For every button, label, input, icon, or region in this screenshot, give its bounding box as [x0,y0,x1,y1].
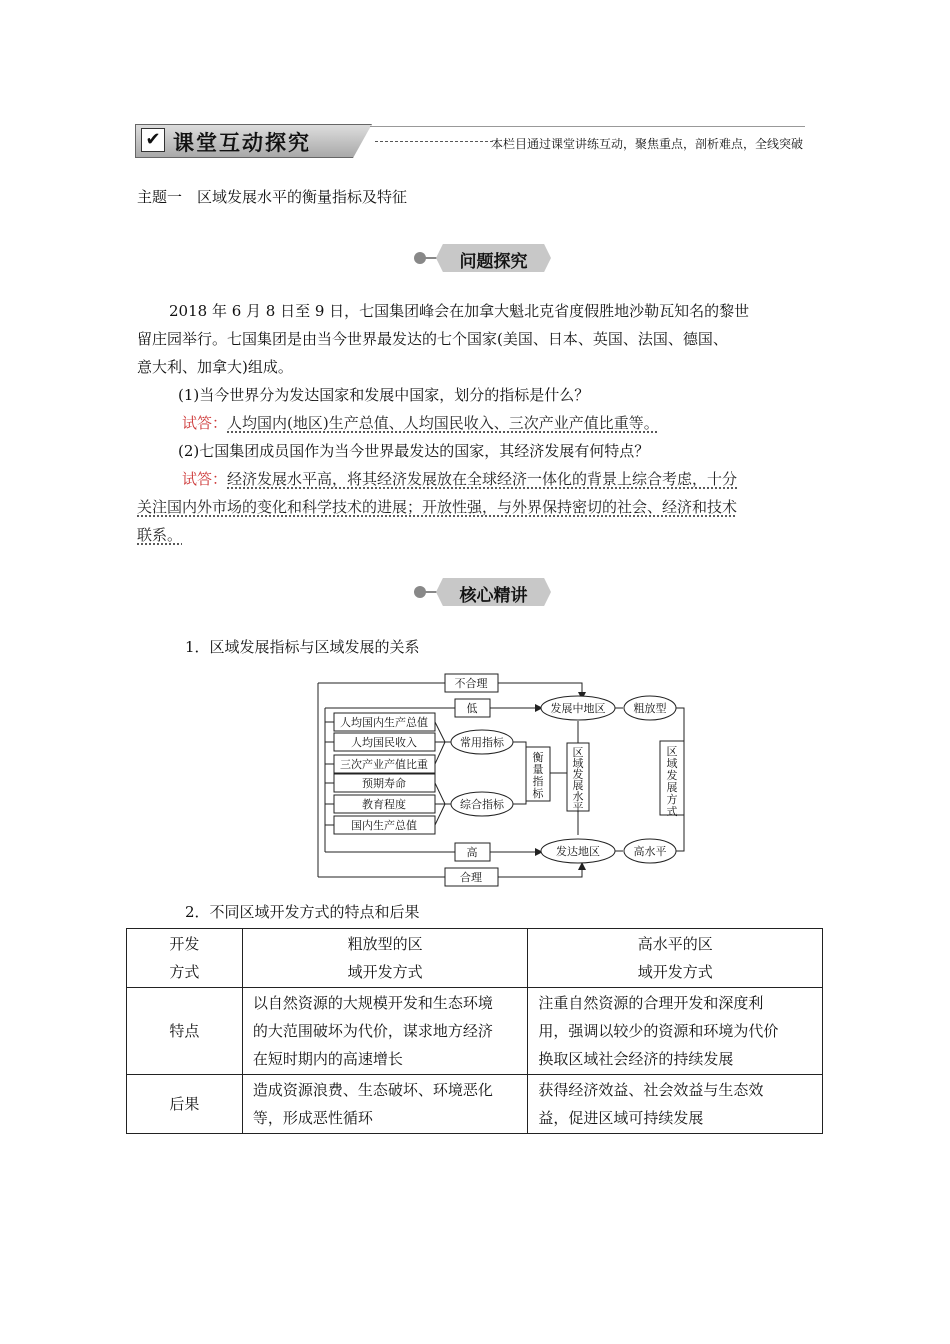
section-header [135,124,805,158]
table-row: 后果 造成资源浪费、生态破坏、环境恶化 等，形成恶性循环 获得经济效益、社会效益与生态效 益，促进区域可持续发展 [127,1075,823,1134]
label-regional-mode: 区 [666,745,678,758]
answer-2-line: 关注国内外市场的变化和科学技术的进展；开放性强，与外界保持密切的社会、经济和技术 [137,498,738,516]
label-per-capita-income: 人均国民收入 [351,736,417,749]
svg-text:量: 量 [532,763,544,776]
label-industry-ratio: 三次产业产值比重 [340,758,428,771]
label-composite-indicators: 综合指标 [460,798,504,811]
comparison-table [126,928,823,1134]
label-common-indicators: 常用指标 [460,736,504,749]
question-1: (1)当今世界分为发达国家和发展中国家，划分的指标是什么？ [178,386,590,404]
paragraph-line: 留庄园举行。七国集团是由当今世界最发达的七个国家(美国、日本、英国、法国、德国、 [137,330,728,348]
paragraph-line: 意大利、加拿大)组成。 [137,358,293,376]
topic-heading: 主题一 区域发展水平的衡量指标及特征 [137,188,408,206]
svg-text:平: 平 [572,801,584,814]
answer-2: 试答：经济发展水平高，将其经济发展放在全球经济一体化的背景上综合考虑，十分 [182,470,738,488]
relationship-diagram [310,665,695,895]
svg-text:发: 发 [666,769,678,782]
answer-2-line: 联系。 [137,526,183,544]
table-header-row: 开发 方式 粗放型的区 域开发方式 高水平的区 域开发方式 [127,929,823,988]
svg-text:方: 方 [666,793,678,806]
checkmark-icon: ✔ [141,128,165,152]
label-per-capita-gdp: 人均国内生产总值 [340,716,428,729]
question-2: (2)七国集团成员国作为当今世界最发达的国家，其经济发展有何特点？ [178,442,650,460]
badge-core: 核心精讲 [414,578,554,606]
label-developing: 发展中地区 [550,702,606,715]
label-high-level: 高水平 [633,845,667,858]
label-life-expectancy: 预期寿命 [362,777,406,790]
label-measure: 衡 [532,751,544,764]
header-note: 本栏目通过课堂讲练互动，聚焦重点，剖析难点，全线突破 [490,137,803,151]
label-developed: 发达地区 [556,845,600,858]
header-dash [375,141,493,142]
label-gdp: 国内生产总值 [351,819,417,832]
label-high: 高 [466,846,478,859]
paragraph-line: 2018 年 6 月 8 日至 9 日，七国集团峰会在加拿大魁北克省度假胜地沙勒瓦知名的黎世 [169,302,750,320]
header-rule [370,126,805,127]
label-low: 低 [466,702,478,715]
answer-label: 试答： [182,414,228,432]
item-2-title: 2．不同区域开发方式的特点和后果 [185,903,420,921]
label-education: 教育程度 [362,798,406,811]
svg-text:展: 展 [572,779,584,792]
svg-text:域: 域 [666,757,678,770]
label-extensive: 粗放型 [633,702,667,715]
svg-text:标: 标 [532,787,544,800]
label-regional-level: 区 [572,746,584,759]
table-row: 特点 以自然资源的大规模开发和生态环境 的大范围破坏为代价，谋求地方经济 在短时期内的高速增长 注重自然资源的合理开发和深度利 用，强调以较少的资源和环境为代价 换取区域社会经济的持续发展 [127,988,823,1075]
svg-text:域: 域 [572,757,584,770]
svg-text:指: 指 [532,775,544,788]
label-unreasonable: 不合理 [454,677,488,690]
item-1-title: 1．区域发展指标与区域发展的关系 [185,638,420,656]
svg-text:水: 水 [572,790,584,803]
svg-text:式: 式 [666,805,678,818]
badge-question: 问题探究 [414,244,554,272]
header-title: 课堂互动探究 [173,131,311,155]
svg-text:发: 发 [572,768,584,781]
answer-label: 试答： [182,470,228,488]
answer-1: 试答：人均国内(地区)生产总值、人均国民收入、三次产业产值比重等。 [182,414,659,432]
label-reasonable: 合理 [460,871,482,884]
svg-text:展: 展 [666,781,678,794]
